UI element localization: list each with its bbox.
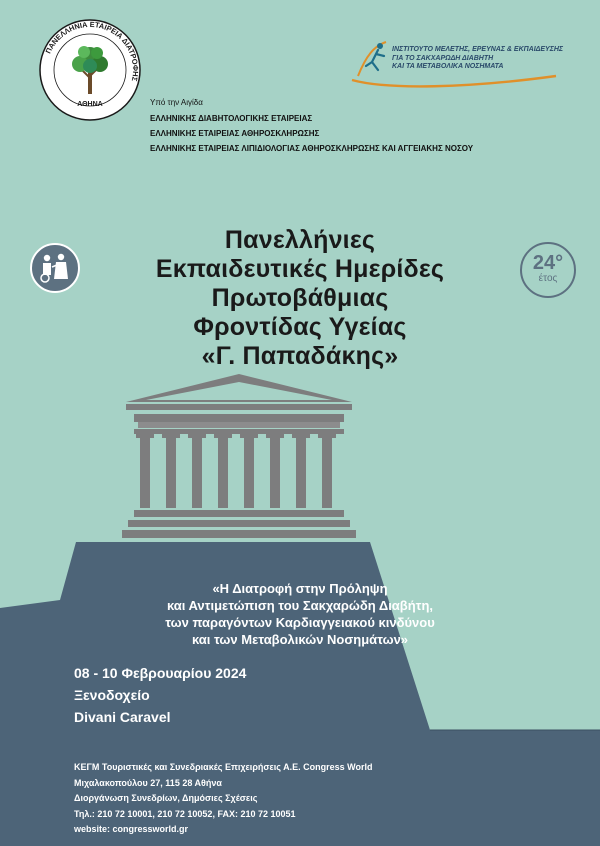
auspices-society: ΕΛΛΗΝΙΚΗΣ ΔΙΑΒΗΤΟΛΟΓΙΚΗΣ ΕΤΑΙΡΕΙΑΣ xyxy=(150,114,313,123)
year-number: 24° xyxy=(532,252,564,274)
institute-logo xyxy=(348,36,564,92)
theme-line: και των Μεταβολικών Νοσημάτων» xyxy=(191,632,409,647)
auspices-label: Υπό την Αιγίδα xyxy=(150,98,203,107)
greek-temple-icon xyxy=(120,372,358,542)
title-line: Εκπαιδευτικές Ημερίδες xyxy=(155,255,445,283)
auspices-society: ΕΛΛΗΝΙΚΗΣ ΕΤΑΙΡΕΙΑΣ ΑΘΗΡΟΣΚΛΗΡΩΣΗΣ xyxy=(150,129,320,138)
organizer-footer xyxy=(74,760,373,838)
main-title xyxy=(0,226,600,371)
logo-city: ΑΘΗΝΑ xyxy=(77,101,103,108)
footer-services: Διοργάνωση Συνεδρίων, Δημόσιες Σχέσεις xyxy=(74,793,258,803)
temple-columns xyxy=(136,434,336,508)
footer-phone: Τηλ.: 210 72 10001, 210 72 10052, FAX: 210 72 10051 xyxy=(74,808,296,819)
institute-line-1: ΙΝΣΤΙΤΟΥΤΟ ΜΕΛΕΤΗΣ, ΕΡΕΥΝΑΣ & ΕΚΠΑΙΔΕΥΣΗΣ xyxy=(392,46,564,53)
event-details xyxy=(74,662,246,728)
event-theme xyxy=(0,580,600,648)
event-dates: 08 - 10 Φεβρουαρίου 2024 xyxy=(74,665,247,681)
footer-website-link[interactable]: website: congressworld.gr xyxy=(74,824,189,834)
title-line: Φροντίδας Υγείας xyxy=(193,313,407,341)
title-line: «Γ. Παπαδάκης» xyxy=(201,342,399,370)
title-line: Πρωτοβάθμιας xyxy=(211,284,389,312)
theme-line: και Αντιμετώπιση του Σακχαρώδη Διαβήτη, xyxy=(166,598,434,613)
institute-line-3: ΚΑΙ ΤΑ ΜΕΤΑΒΟΛΙΚΑ ΝΟΣΗΜΑΤΑ xyxy=(392,63,504,70)
auspices-society: ΕΛΛΗΝΙΚΗΣ ΕΤΑΙΡΕΙΑΣ ΛΙΠΙΔΙΟΛΟΓΙΑΣ ΑΘΗΡΟΣΚΛΗΡΩΣΗΣ ΚΑΙ ΑΓΓΕΙΑΚΗΣ ΝΟΣΟΥ xyxy=(150,144,474,153)
footer-address: Μιχαλακοπούλου 27, 115 28 Αθήνα xyxy=(74,777,222,788)
nutrition-society-logo xyxy=(36,16,144,124)
venue-label: Ξενοδοχείο xyxy=(74,687,150,703)
theme-line: των παραγόντων Καρδιαγγειακού κινδύνου xyxy=(165,615,435,630)
institute-line-2: ΓΙΑ ΤΟ ΣΑΚΧΑΡΩΔΗ ΔΙΑΒΗΤΗ xyxy=(392,55,494,62)
title-line: Πανελλήνιες xyxy=(224,226,376,254)
footer-company: ΚΕΓΜ Τουριστικές και Συνεδριακές Επιχειρήσεις Α.Ε. Congress World xyxy=(74,762,373,772)
logo-ring-text: ΠΑΝΕΛΛΗΝΙΑ ΕΤΑΙΡΕΙΑ ΔΙΑΤΡΟΦΗΣ xyxy=(43,19,141,83)
venue-name: Divani Caravel xyxy=(74,709,171,725)
year-label: έτος xyxy=(538,273,558,284)
theme-line: «Η Διατροφή στην Πρόληψη xyxy=(212,581,388,596)
